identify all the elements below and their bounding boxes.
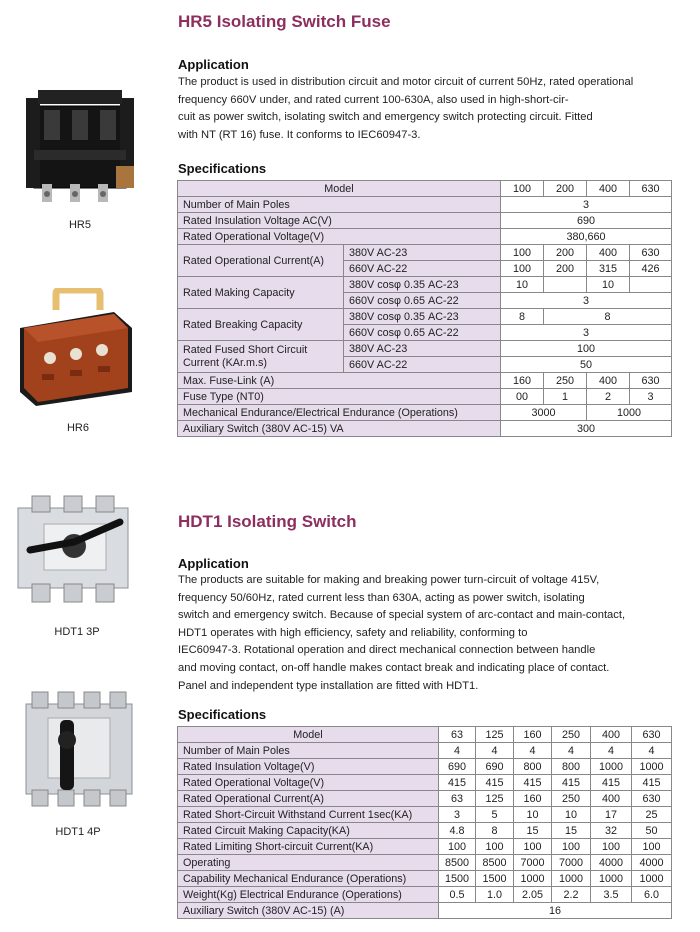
hr6-product-image [14, 288, 138, 410]
table-row: 660V AC-22 100 200 315 426 [178, 261, 672, 277]
hr5-application-text: The product is used in distribution circuit and motor circuit of current 50Hz, rated operational frequency 660V under, and rated current 100-630A, also used in high-short-cir- cuit as power switch, isolating switch and emergency switch protecting circuit. Fitted with NT (RT 16) fuse. It conforms to IEC60947-3. [178, 76, 634, 141]
table-row: Weight(Kg) Electrical Endurance (Operations) 0.5 1.0 2.05 2.2 3.5 6.0 [178, 887, 672, 903]
table-row: Rated Insulation Voltage AC(V) 690 [178, 213, 672, 229]
table-row: Rated Short-Circuit Withstand Current 1sec(KA) 3 5 10 10 17 25 [178, 807, 672, 823]
table-row: Capability Mechanical Endurance (Operations) 1500 1500 1000 1000 1000 1000 [178, 871, 672, 887]
table-row: Fuse Type (NT0) 00 1 2 3 [178, 389, 672, 405]
hr5-spec-table [177, 180, 672, 437]
table-row: Auxiliary Switch (380V AC-15) VA 300 [178, 421, 672, 437]
table-row: Rated Circuit Making Capacity(KA) 4.8 8 15 15 32 50 [178, 823, 672, 839]
hr5-caption: HR5 [68, 219, 91, 231]
hr5-application-heading: Application [178, 57, 249, 72]
model-header: Model [178, 181, 501, 197]
table-row: 660V AC-22 50 [178, 357, 672, 373]
table-row: Rated Limiting Short-circuit Current(KA) 100 100 100 100 100 100 [178, 839, 672, 855]
table-row: Operating 8500 8500 7000 7000 4000 4000 [178, 855, 672, 871]
hr5-spec-heading: Specifications [178, 161, 267, 176]
table-row: Max. Fuse-Link (A) 160 250 400 630 [178, 373, 672, 389]
table-row: Rated Fused Short Circuit Current (KAr.m.s) 380V AC-23 100 [178, 341, 672, 357]
hdt1-application-heading: Application [178, 556, 249, 571]
hdt1-4p-product-image [18, 690, 140, 808]
table-row: Rated Operational Current(A) 380V AC-23 100 200 400 630 [178, 245, 672, 261]
hdt1-spec-table [177, 726, 672, 919]
table-row: Auxiliary Switch (380V AC-15) (A) 16 [178, 903, 672, 919]
table-row: Rated Operational Current(A) 63 125 160 250 400 630 [178, 791, 672, 807]
table-row: 660V cosφ 0.65 AC-22 3 [178, 325, 672, 341]
model-header: Model [178, 727, 439, 743]
hr6-caption: HR6 [66, 422, 89, 434]
hr5-title: HR5 Isolating Switch Fuse [178, 12, 391, 31]
table-row: Model 63 125 160 250 400 630 [178, 727, 672, 743]
hdt1-title: HDT1 Isolating Switch [178, 512, 357, 531]
table-row: 660V cosφ 0.65 AC-22 3 [178, 293, 672, 309]
table-row: Rated Operational Voltage(V) 415 415 415 415 415 415 [178, 775, 672, 791]
table-row: Rated Operational Voltage(V) 380,660 [178, 229, 672, 245]
table-row: Rated Breaking Capacity 380V cosφ 0.35 AC-23 8 8 [178, 309, 672, 325]
table-row: Rated Making Capacity 380V cosφ 0.35 AC-23 10 10 [178, 277, 672, 293]
hdt1-3p-caption: HDT1 3P [54, 626, 100, 638]
hdt1-spec-heading: Specifications [178, 707, 267, 722]
table-row: Model 100 200 400 630 [178, 181, 672, 197]
table-row: Rated Insulation Voltage(V) 690 690 800 800 1000 1000 [178, 759, 672, 775]
hdt1-4p-caption: HDT1 4P [55, 826, 101, 838]
hr5-product-image [20, 88, 140, 210]
table-row: Number of Main Poles 3 [178, 197, 672, 213]
table-row: Number of Main Poles 4 4 4 4 4 4 [178, 743, 672, 759]
hdt1-application-text: The products are suitable for making and breaking power turn-circuit of voltage 415V, frequency 50/60Hz, rated current less than 630A, acting as power switch, isolating switch and emergency switch. Because of special system of arc-contact and main-contact, HDT1 operates with high efficiency, safety and reliability, conforming to IEC60947-3. Rotational operation and direct mechanical connection between handle and moving contact, on-off handle makes contact break and indicating place of contact. Panel and independent type installation are fitted with HDT1. [178, 574, 626, 692]
table-row: Mechanical Endurance/Electrical Endurance (Operations) 3000 1000 [178, 405, 672, 421]
hdt1-3p-product-image [10, 494, 136, 606]
